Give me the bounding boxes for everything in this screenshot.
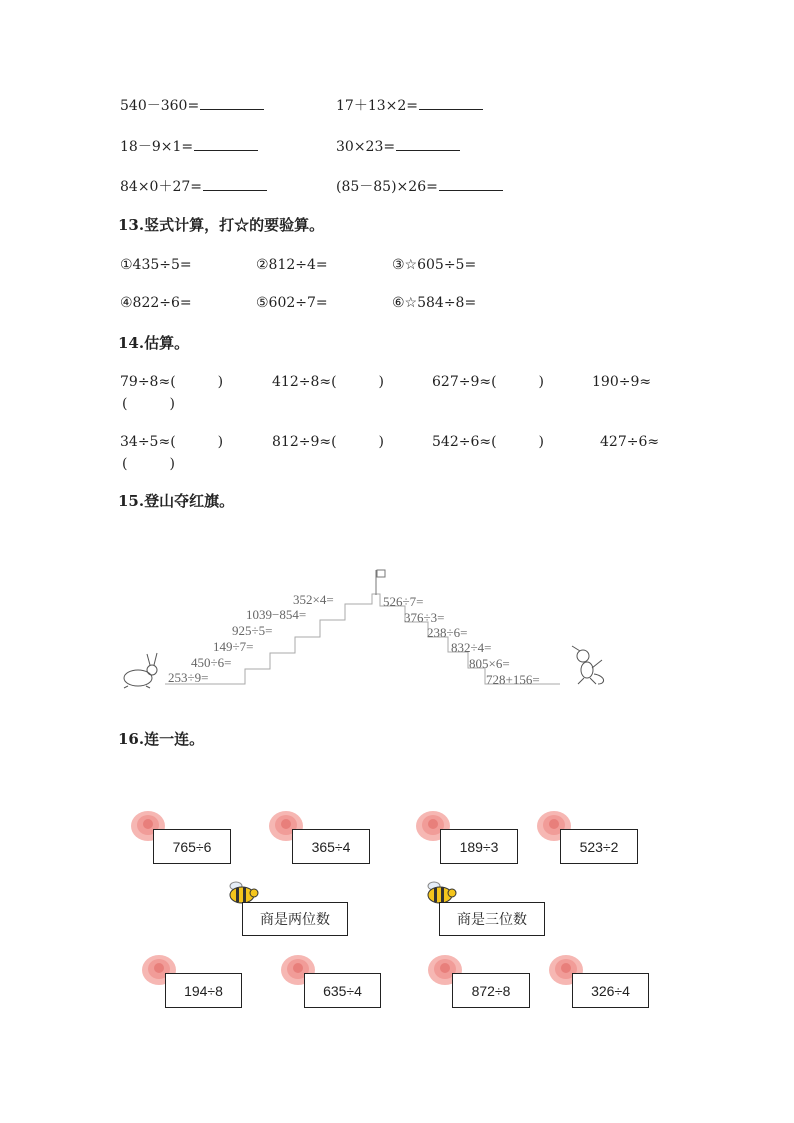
question-16-title: 16.连一连。 [118, 730, 205, 748]
stair-expression-left: 352×4= [293, 592, 334, 607]
answer-paren[interactable]: ( ) [491, 434, 545, 450]
answer-paren[interactable]: ( ) [122, 396, 175, 412]
answer-blank[interactable] [439, 190, 503, 191]
estimate-item: 812÷9≈( ) [272, 434, 385, 450]
monkey-icon [572, 646, 604, 684]
question-15-title: 15.登山夺红旗。 [118, 492, 235, 510]
calc-expression: 17＋13×2= [336, 99, 483, 113]
division-item: ③☆605÷5= [392, 257, 477, 273]
category-box-two-digit[interactable]: 商是两位数 [242, 902, 348, 936]
division-box[interactable]: 189÷3 [440, 829, 518, 864]
answer-blank[interactable] [396, 150, 460, 151]
division-item: ④822÷6= [120, 295, 192, 311]
answer-paren[interactable]: ( ) [331, 374, 385, 390]
division-box[interactable]: 872÷8 [452, 973, 530, 1008]
estimate-item: 190÷9≈ [592, 374, 652, 390]
rabbit-icon [124, 653, 157, 688]
stair-expression-left: 450÷6= [191, 655, 232, 670]
stair-expression-right: 526÷7= [383, 594, 424, 609]
division-box[interactable]: 765÷6 [153, 829, 231, 864]
answer-paren[interactable]: ( ) [122, 456, 175, 472]
answer-blank[interactable] [419, 109, 483, 110]
division-box[interactable]: 194÷8 [165, 973, 242, 1008]
estimate-item: 34÷5≈( ) [120, 434, 224, 450]
answer-blank[interactable] [200, 109, 264, 110]
division-box[interactable]: 523÷2 [560, 829, 638, 864]
calc-expression: 84×0＋27= [120, 180, 267, 194]
question-14-title: 14.估算。 [118, 334, 190, 352]
division-item: ⑥☆584÷8= [392, 295, 477, 311]
flag-icon [377, 570, 385, 577]
estimate-item: 542÷6≈( ) [432, 434, 545, 450]
stair-expression-right: 238÷6= [427, 625, 468, 640]
estimate-item: 79÷8≈( ) [120, 374, 224, 390]
question-13-title: 13.竖式计算，打☆的要验算。 [118, 216, 325, 234]
calc-expression: 540－360= [120, 99, 264, 113]
division-box[interactable]: 635÷4 [304, 973, 381, 1008]
calc-expression: 30×23= [336, 140, 460, 154]
stair-expression-left: 1039−854= [246, 607, 307, 622]
stair-expression-left: 925÷5= [232, 623, 273, 638]
calc-expression: 18－9×1= [120, 140, 258, 154]
stair-expression-left: 253÷9= [168, 670, 209, 685]
calc-expression: (85－85)×26= [336, 180, 503, 194]
answer-paren[interactable]: ( ) [491, 374, 545, 390]
estimate-item: 627÷9≈( ) [432, 374, 545, 390]
estimate-item: 427÷6≈ [600, 434, 660, 450]
division-item: ⑤602÷7= [256, 295, 328, 311]
stair-expression-left: 149÷7= [213, 639, 254, 654]
division-item: ②812÷4= [256, 257, 328, 273]
answer-paren[interactable]: ( ) [331, 434, 385, 450]
division-box[interactable]: 326÷4 [572, 973, 649, 1008]
answer-blank[interactable] [194, 150, 258, 151]
answer-blank[interactable] [203, 190, 267, 191]
division-box[interactable]: 365÷4 [292, 829, 370, 864]
stair-expression-right: 728+156= [486, 672, 540, 687]
estimate-item: 412÷8≈( ) [272, 374, 385, 390]
stair-expression-right: 376÷3= [404, 610, 445, 625]
division-item: ①435÷5= [120, 257, 192, 273]
category-box-three-digit[interactable]: 商是三位数 [439, 902, 545, 936]
answer-paren[interactable]: ( ) [170, 374, 224, 390]
stair-expression-right: 832÷4= [451, 640, 492, 655]
answer-paren[interactable]: ( ) [170, 434, 224, 450]
stair-expression-right: 805×6= [469, 656, 510, 671]
